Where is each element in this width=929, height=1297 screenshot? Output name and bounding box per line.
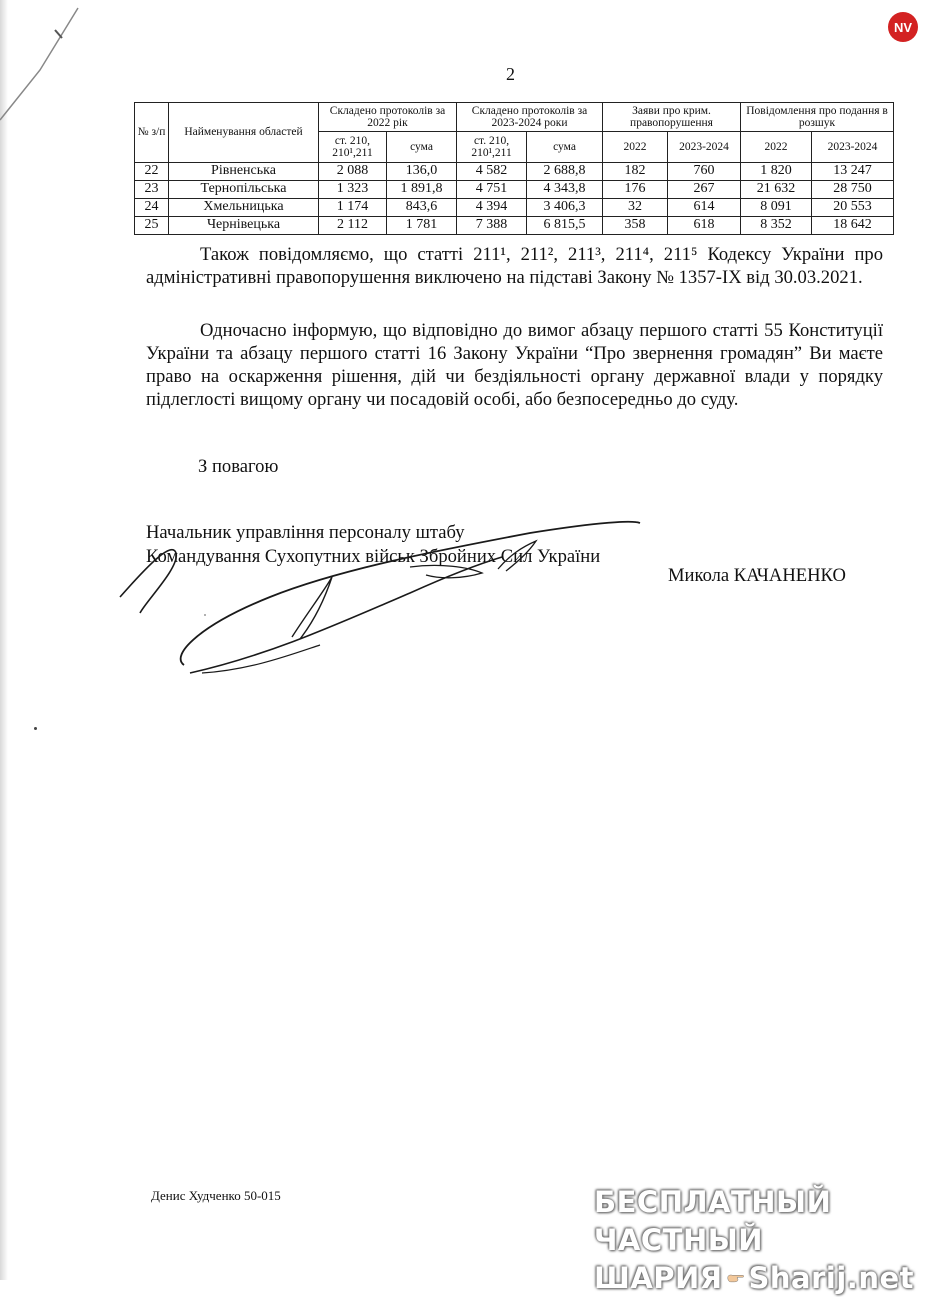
- subheader-year-2023-2024: 2023-2024: [812, 132, 894, 163]
- cell-sum-2022: 1 891,8: [387, 181, 457, 199]
- cell-crime-2023-2024: 760: [668, 163, 741, 181]
- cell-protocols-2022: 1 323: [319, 181, 387, 199]
- header-num: № з/п: [135, 103, 169, 163]
- header-region-name: Найменування областей: [169, 103, 319, 163]
- subheader-sum: сума: [527, 132, 603, 163]
- scan-edge-shadow: [0, 0, 8, 1280]
- cell-protocols-2022: 1 174: [319, 199, 387, 217]
- cell-num: 23: [135, 181, 169, 199]
- header-wanted-notices: Повідомлення про подання в розшук: [741, 103, 894, 132]
- cell-num: 25: [135, 217, 169, 235]
- subheader-year-2022: 2022: [741, 132, 812, 163]
- watermark-line-2: [594, 1259, 914, 1297]
- header-crime-reports: Заяви про крим. правопорушення: [603, 103, 741, 132]
- cell-wanted-2022: 8 352: [741, 217, 812, 235]
- cell-protocols-2023-2024: 7 388: [457, 217, 527, 235]
- cell-crime-2022: 176: [603, 181, 668, 199]
- watermark-site-name: Sharij.net: [748, 1261, 914, 1295]
- closing-regards: З повагою: [198, 456, 279, 477]
- cell-wanted-2023-2024: 20 553: [812, 199, 894, 217]
- table-row: [135, 163, 894, 181]
- subheader-articles: ст. 210, 210¹,211: [319, 132, 387, 163]
- cell-wanted-2023-2024: 13 247: [812, 163, 894, 181]
- watermark-word-shariya: ШАРИЯ: [594, 1261, 723, 1295]
- cell-region: Чернівецька: [169, 217, 319, 235]
- scan-speck: [34, 727, 37, 730]
- cell-wanted-2023-2024: 28 750: [812, 181, 894, 199]
- cell-crime-2023-2024: 267: [668, 181, 741, 199]
- table-header-row: [135, 103, 894, 132]
- cell-protocols-2022: 2 088: [319, 163, 387, 181]
- watermark-line-1: БЕСПЛАТНЫЙ ЧАСТНЫЙ: [594, 1185, 832, 1257]
- cell-protocols-2023-2024: 4 394: [457, 199, 527, 217]
- cell-crime-2022: 358: [603, 217, 668, 235]
- position-line-2: Командування Сухопутних військ Збройних Сил України: [146, 546, 601, 567]
- pointing-hand-icon: [727, 1265, 745, 1291]
- header-protocols-2023-2024: Складено протоколів за 2023-2024 роки: [457, 103, 603, 132]
- header-protocols-2022: Складено протоколів за 2022 рік: [319, 103, 457, 132]
- cell-crime-2022: 32: [603, 199, 668, 217]
- cell-sum-2023-2024: 6 815,5: [527, 217, 603, 235]
- subheader-year-2022: 2022: [603, 132, 668, 163]
- cell-num: 24: [135, 199, 169, 217]
- nv-logo-badge: NV: [888, 12, 918, 42]
- subheader-year-2023-2024: 2023-2024: [668, 132, 741, 163]
- cell-crime-2023-2024: 618: [668, 217, 741, 235]
- scan-speck: [204, 614, 206, 616]
- cell-sum-2023-2024: 3 406,3: [527, 199, 603, 217]
- cell-sum-2022: 136,0: [387, 163, 457, 181]
- paper-fold-mark: [0, 0, 100, 140]
- handwritten-signature: [110, 505, 670, 680]
- cell-region: Рівненська: [169, 163, 319, 181]
- cell-wanted-2022: 1 820: [741, 163, 812, 181]
- cell-wanted-2022: 21 632: [741, 181, 812, 199]
- cell-sum-2023-2024: 4 343,8: [527, 181, 603, 199]
- signatory-name: Микола КАЧАНЕНКО: [668, 565, 846, 586]
- cell-sum-2022: 843,6: [387, 199, 457, 217]
- cell-sum-2023-2024: 2 688,8: [527, 163, 603, 181]
- statistics-table: [134, 102, 894, 235]
- cell-protocols-2023-2024: 4 751: [457, 181, 527, 199]
- cell-protocols-2022: 2 112: [319, 217, 387, 235]
- cell-wanted-2022: 8 091: [741, 199, 812, 217]
- executor-contact: Денис Худченко 50-015: [151, 1188, 281, 1203]
- cell-protocols-2023-2024: 4 582: [457, 163, 527, 181]
- cell-crime-2022: 182: [603, 163, 668, 181]
- position-line-1: Начальник управління персоналу штабу: [146, 522, 465, 543]
- cell-crime-2023-2024: 614: [668, 199, 741, 217]
- cell-sum-2022: 1 781: [387, 217, 457, 235]
- paragraph-articles-excluded: Також повідомляємо, що статті 211¹, 211², 211³, 211⁴, 211⁵ Кодексу України про адміністративні правопорушення виключено на підставі Закону № 1357-IX від 30.03.2021.: [146, 244, 883, 288]
- table-row: [135, 181, 894, 199]
- cell-region: Хмельницька: [169, 199, 319, 217]
- cell-region: Тернопільська: [169, 181, 319, 199]
- cell-num: 22: [135, 163, 169, 181]
- cell-wanted-2023-2024: 18 642: [812, 217, 894, 235]
- subheader-articles: ст. 210, 210¹,211: [457, 132, 527, 163]
- table-row: [135, 217, 894, 235]
- paragraph-appeal-rights: Одночасно інформую, що відповідно до вимог абзацу першого статті 55 Конституції України та абзацу першого статті 16 Закону України “Про звернення громадян” Ви маєте право на оскарження рішення, дій чи бездіяльності органу державної влади у порядку підлеглості вищому органу чи посадовій особі, або безпосередньо до суду.: [146, 320, 883, 410]
- subheader-sum: сума: [387, 132, 457, 163]
- page-number: 2: [506, 64, 515, 84]
- table-row: [135, 199, 894, 217]
